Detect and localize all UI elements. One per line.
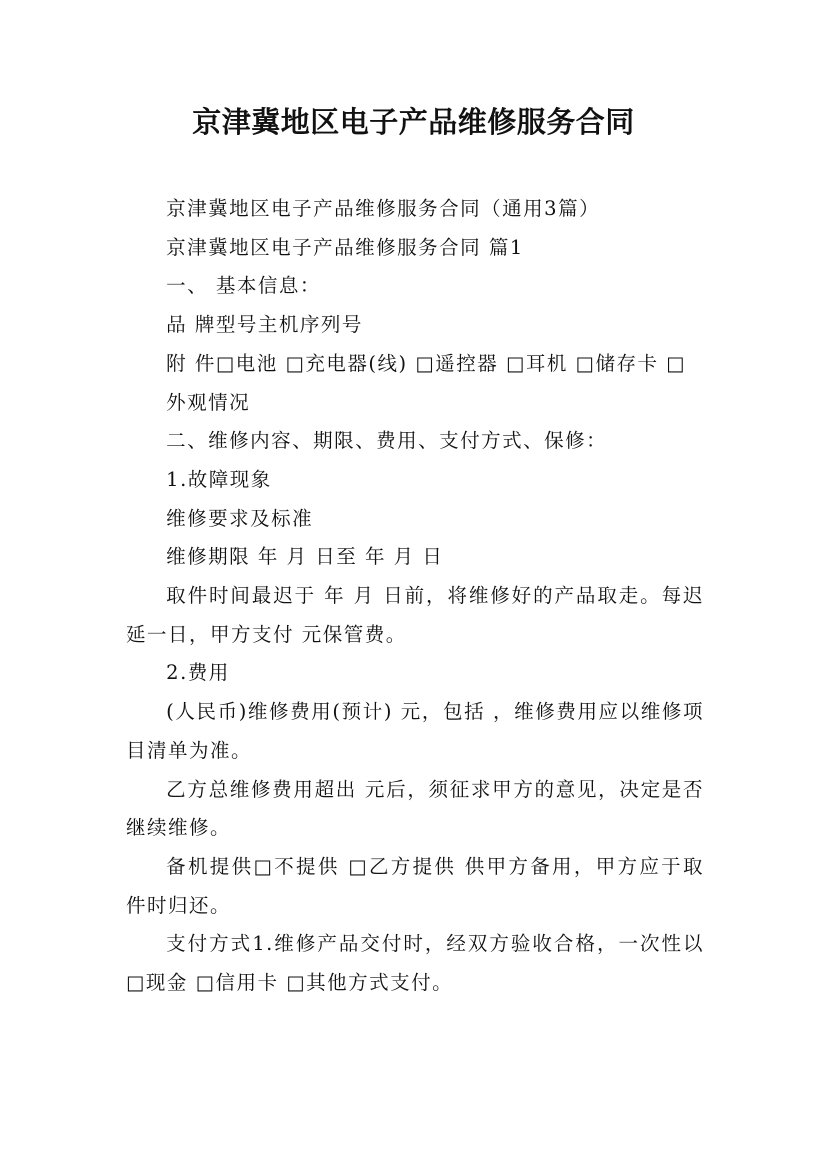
paragraph-appearance: 外观情况	[166, 390, 251, 414]
paragraph-repair-period: 维修期限 年 月 日至 年 月 日	[166, 545, 444, 569]
paragraph-fault: 1.故障现象	[166, 467, 272, 491]
paragraph-pickup-time: 取件时间最迟于 年 月 日前，将维修好的产品取走。每迟延一日，甲方支付 元保管费。	[126, 584, 704, 646]
paragraph-accessories: 附 件□电池 □充电器(线) □遥控器 □耳机 □储存卡 □	[166, 351, 687, 375]
paragraph-requirements: 维修要求及标准	[166, 506, 314, 530]
paragraph-fee-estimate: (人民币)维修费用(预计) 元，包括 ，维修费用应以维修项目清单为准。	[126, 700, 704, 762]
paragraph-brand-model: 品 牌型号主机序列号	[166, 313, 363, 337]
paragraph-subtitle: 京津冀地区电子产品维修服务合同（通用3篇）	[166, 197, 601, 220]
paragraph-backup-device: 备机提供□不提供 □乙方提供 供甲方备用，甲方应于取件时归还。	[126, 854, 704, 917]
paragraph-part-heading: 京津冀地区电子产品维修服务合同 篇1	[166, 235, 524, 259]
paragraph-section-basic-info: 一、 基本信息：	[166, 274, 321, 298]
document-body	[126, 190, 704, 1003]
paragraph-fee-heading: 2.费用	[166, 661, 230, 685]
paragraph-fee-overrun: 乙方总维修费用超出 元后，须征求甲方的意见，决定是否继续维修。	[126, 777, 704, 840]
paragraph-section-repair: 二、维修内容、期限、费用、支付方式、保修：	[166, 429, 608, 453]
document-title: 京津冀地区电子产品维修服务合同	[192, 105, 635, 139]
paragraph-payment-method: 支付方式1.维修产品交付时，经双方验收合格，一次性以□现金 □信用卡 □其他方式支付。	[126, 932, 704, 995]
